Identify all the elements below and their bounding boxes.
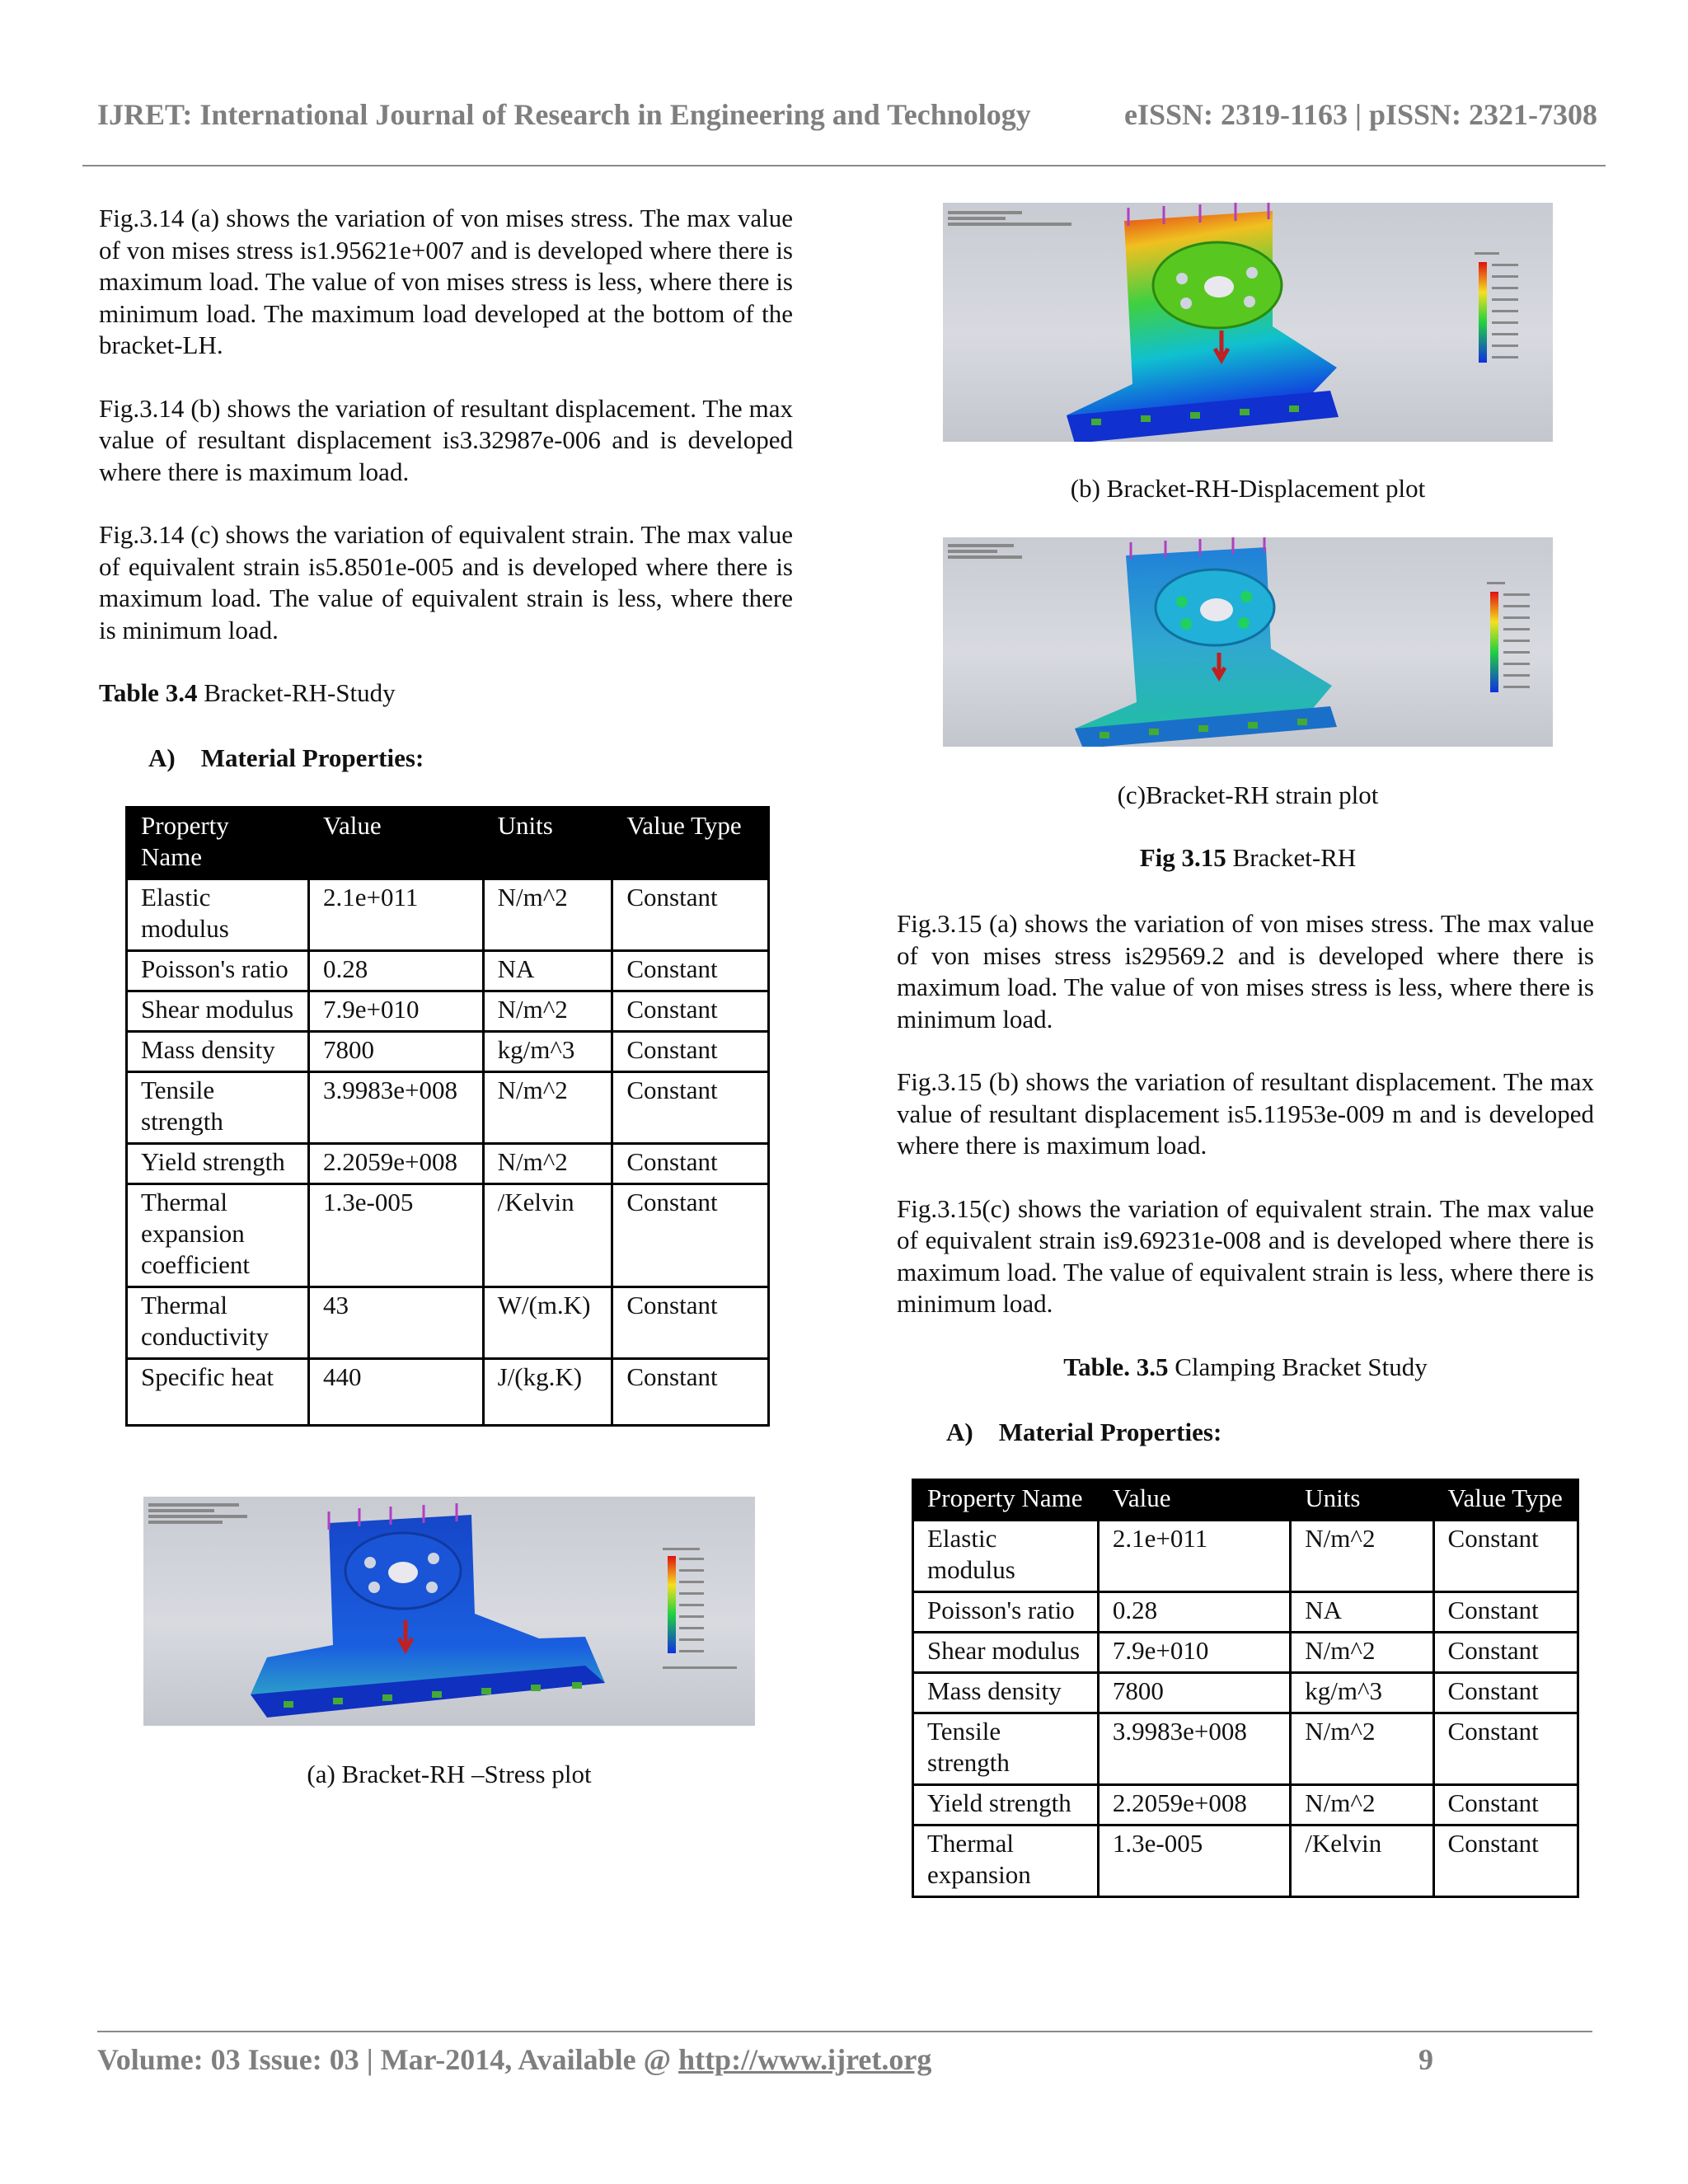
cell: Constant <box>612 951 769 991</box>
table-row <box>913 1713 1578 1785</box>
cell: Constant <box>1433 1825 1578 1897</box>
cell: 1.3e-005 <box>1098 1825 1290 1897</box>
running-header <box>97 97 1597 132</box>
cell: 7.9e+010 <box>1098 1633 1290 1673</box>
stress-plot-image <box>143 1497 755 1726</box>
fig-c-caption: (c)Bracket-RH strain plot <box>1117 780 1379 809</box>
cell: NA <box>483 951 612 991</box>
cell: Poisson's ratio <box>127 951 309 991</box>
cell: 43 <box>309 1287 484 1359</box>
table-label: Table. 3.5 <box>1063 1352 1169 1381</box>
cell: Constant <box>612 879 769 951</box>
cell: Elastic modulus <box>127 879 309 951</box>
table-row <box>127 1287 769 1359</box>
journal-title: IJRET: International Journal of Research in Engineering and Technology <box>97 98 1031 131</box>
cell: Poisson's ratio <box>913 1592 1099 1633</box>
cell: 7800 <box>1098 1673 1290 1713</box>
table-header-row <box>127 808 769 879</box>
paragraph-fig314c: Fig.3.14 (c) shows the variation of equivalent strain. The max value of equivalent strain is5.8501e-005 and is developed where there is maximum load. The value of equivalent strain is less, where there is minimum load. <box>99 520 793 644</box>
table-row <box>127 1032 769 1072</box>
header-cell: Property Name <box>127 808 309 879</box>
cell: 0.28 <box>1098 1592 1290 1633</box>
fig-b-caption: (b) Bracket-RH-Displacement plot <box>1070 474 1426 503</box>
cell: Mass density <box>127 1032 309 1072</box>
cell: 2.1e+011 <box>309 879 484 951</box>
cell: 0.28 <box>309 951 484 991</box>
table-row <box>127 1072 769 1144</box>
cell: N/m^2 <box>483 991 612 1032</box>
paragraph-fig315a: Fig.3.15 (a) shows the variation of von mises stress. The max value of von mises stress is29569.2 and is developed where there is maximum load. The value of von mises stress is less, where there is minimum load. <box>897 909 1594 1033</box>
fig-3-15-caption <box>943 842 1553 874</box>
header-cell: Value Type <box>1433 1480 1578 1521</box>
cell: Constant <box>1433 1713 1578 1785</box>
table-row <box>127 879 769 951</box>
table-row <box>127 1144 769 1184</box>
footer <box>97 2042 1597 2077</box>
cell: Elastic modulus <box>913 1521 1099 1592</box>
table-label: Table 3.4 <box>99 678 198 707</box>
cell: 7.9e+010 <box>309 991 484 1032</box>
cell: J/(kg.K) <box>483 1359 612 1426</box>
cell: Yield strength <box>127 1144 309 1184</box>
cell: Tensile strength <box>913 1713 1099 1785</box>
cell: N/m^2 <box>483 879 612 951</box>
cell: Constant <box>612 1287 769 1359</box>
table-row <box>127 1184 769 1287</box>
header-cell: Units <box>1291 1480 1433 1521</box>
cell: 3.9983e+008 <box>1098 1713 1290 1785</box>
cell: W/(m.K) <box>483 1287 612 1359</box>
header-cell: Property Name <box>913 1480 1099 1521</box>
table-row <box>913 1592 1578 1633</box>
cell: Constant <box>612 991 769 1032</box>
cell: 7800 <box>309 1032 484 1072</box>
left-text-block <box>99 203 793 710</box>
table-row <box>913 1825 1578 1897</box>
table-row <box>913 1521 1578 1592</box>
material-properties-table-right <box>912 1479 1579 1898</box>
cell: Constant <box>1433 1785 1578 1825</box>
cell: Constant <box>1433 1521 1578 1592</box>
plot-info-text <box>148 1503 247 1524</box>
table-row <box>913 1785 1578 1825</box>
cell: Constant <box>612 1032 769 1072</box>
cell: kg/m^3 <box>1291 1673 1433 1713</box>
header-cell: Units <box>483 808 612 879</box>
footer-rule <box>97 2031 1592 2032</box>
cell: 2.1e+011 <box>1098 1521 1290 1592</box>
table-title: Clamping Bracket Study <box>1168 1352 1428 1381</box>
cell: NA <box>1291 1592 1433 1633</box>
cell: kg/m^3 <box>483 1032 612 1072</box>
header-cell: Value <box>1098 1480 1290 1521</box>
cell: 1.3e-005 <box>309 1184 484 1287</box>
cell: 3.9983e+008 <box>309 1072 484 1144</box>
section-heading-left: A) Material Properties: <box>148 743 424 772</box>
fig-label: Fig 3.15 <box>1139 843 1226 872</box>
cell: Mass density <box>913 1673 1099 1713</box>
strain-plot-image <box>943 537 1553 747</box>
paragraph-fig315b: Fig.3.15 (b) shows the variation of resultant displacement. The max value of resultant displacement is5.11953e-009 m and is developed where there is maximum load. <box>897 1067 1594 1160</box>
paragraph-fig314a: Fig.3.14 (a) shows the variation of von mises stress. The max value of von mises stress is1.95621e+007 and is developed where there is maximum load. The value of von mises stress is less, where there is minimum load. The maximum load developed at the bottom of the bracket-LH. <box>99 204 793 359</box>
displacement-plot-image <box>943 203 1553 442</box>
paragraph-fig315c: Fig.3.15(c) shows the variation of equivalent strain. The max value of equivalent strain is9.69231e-008 and is developed where there is maximum load. The value of equivalent strain is less, where there is minimum load. <box>897 1193 1594 1318</box>
cell: Constant <box>612 1072 769 1144</box>
cell: Yield strength <box>913 1785 1099 1825</box>
issn: eISSN: 2319-1163 | pISSN: 2321-7308 <box>1124 98 1597 131</box>
fig-a-caption: (a) Bracket-RH –Stress plot <box>307 1760 592 1788</box>
cell: N/m^2 <box>1291 1633 1433 1673</box>
cell: Thermal expansion <box>913 1825 1099 1897</box>
section-heading-right: A) Material Properties: <box>946 1418 1222 1446</box>
cell: Constant <box>612 1144 769 1184</box>
cell: /Kelvin <box>1291 1825 1433 1897</box>
header-cell: Value <box>309 808 484 879</box>
cell: Constant <box>612 1184 769 1287</box>
cell: 2.2059e+008 <box>309 1144 484 1184</box>
cell: Shear modulus <box>913 1633 1099 1673</box>
cell: 2.2059e+008 <box>1098 1785 1290 1825</box>
cell: Thermal conductivity <box>127 1287 309 1359</box>
cell: Specific heat <box>127 1359 309 1426</box>
paragraph-fig314b: Fig.3.14 (b) shows the variation of resultant displacement. The max value of resultant displacement is3.32987e-006 and is developed where there is maximum load. <box>99 393 793 486</box>
material-properties-table-left <box>125 806 770 1427</box>
fig-title: Bracket-RH <box>1226 843 1357 872</box>
table-row <box>913 1633 1578 1673</box>
header-cell: Value Type <box>612 808 769 879</box>
cell: N/m^2 <box>1291 1785 1433 1825</box>
cell: Constant <box>1433 1673 1578 1713</box>
table-row <box>913 1673 1578 1713</box>
cell: Constant <box>1433 1592 1578 1633</box>
cell: Tensile strength <box>127 1072 309 1144</box>
table-row <box>127 991 769 1032</box>
table-row <box>127 1359 769 1426</box>
cell: N/m^2 <box>1291 1713 1433 1785</box>
cell: 440 <box>309 1359 484 1426</box>
footer-volume: Volume: 03 Issue: 03 | Mar-2014, Available @ <box>97 2043 679 2076</box>
cell: Thermal expansion coefficient <box>127 1184 309 1287</box>
table-row <box>127 951 769 991</box>
table-header-row <box>913 1480 1578 1521</box>
page-number: 9 <box>1418 2043 1433 2076</box>
cell: Constant <box>1433 1633 1578 1673</box>
cell: N/m^2 <box>483 1072 612 1144</box>
journal-link[interactable]: http://www.ijret.org <box>678 2043 932 2076</box>
table-caption-3-5 <box>897 1352 1594 1383</box>
table-caption-3-4 <box>99 677 793 710</box>
right-text-block <box>897 908 1594 1320</box>
cell: N/m^2 <box>483 1144 612 1184</box>
cell: Shear modulus <box>127 991 309 1032</box>
cell: Constant <box>612 1359 769 1426</box>
header-rule <box>82 165 1606 166</box>
cell: N/m^2 <box>1291 1521 1433 1592</box>
cell: /Kelvin <box>483 1184 612 1287</box>
table-title: Bracket-RH-Study <box>197 678 396 707</box>
